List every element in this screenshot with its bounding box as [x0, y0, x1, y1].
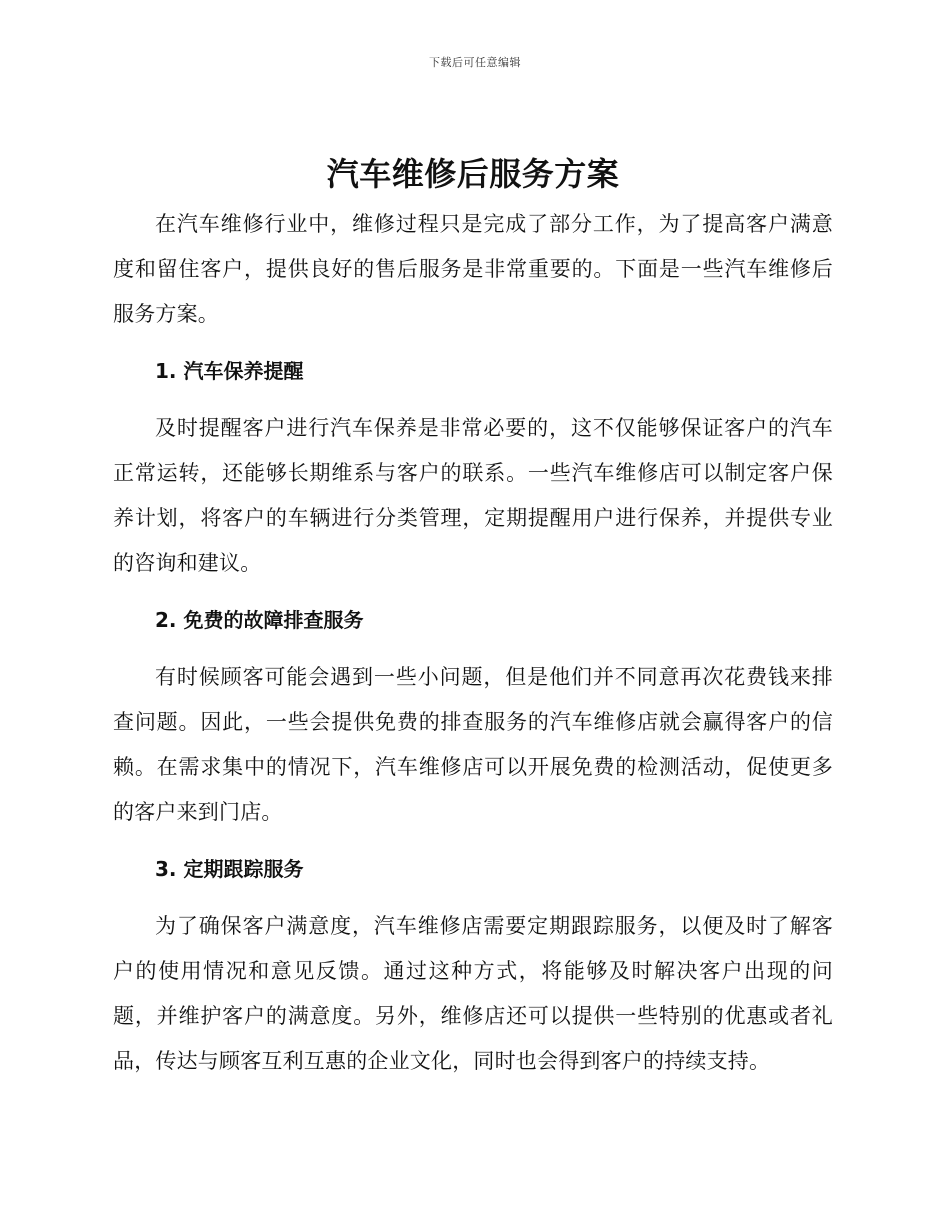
document-body: [113, 148, 833, 1084]
section-heading-2: 2. 免费的故障排查服务: [155, 608, 364, 632]
intro-paragraph: 在汽车维修行业中，维修过程只是完成了部分工作，为了提高客户满意度和留住客户，提供良好的售后服务是非常重要的。下面是一些汽车维修后服务方案。: [113, 212, 833, 326]
document-title: 汽车维修后服务方案: [326, 155, 620, 193]
section-body-1: 及时提醒客户进行汽车保养是非常必要的，这不仅能够保证客户的汽车正常运转，还能够长期维系与客户的联系。一些汽车维修店可以制定客户保养计划，将客户的车辆进行分类管理，定期提醒用户进行保养，并提供专业的咨询和建议。: [113, 416, 833, 575]
section-heading-3: 3. 定期跟踪服务: [155, 857, 304, 881]
section-body-2: 有时候顾客可能会遇到一些小问题，但是他们并不同意再次花费钱来排查问题。因此，一些会提供免费的排查服务的汽车维修店就会赢得客户的信赖。在需求集中的情况下，汽车维修店可以开展免费的检测活动，促使更多的客户来到门店。: [113, 665, 833, 824]
section-body-3: 为了确保客户满意度，汽车维修店需要定期跟踪服务，以便及时了解客户的使用情况和意见反馈。通过这种方式，将能够及时解决客户出现的问题，并维护客户的满意度。另外，维修店还可以提供一些特别的优惠或者礼品，传达与顾客互利互惠的企业文化，同时也会得到客户的持续支持。: [113, 914, 833, 1073]
section-heading-1: 1. 汽车保养提醒: [155, 359, 304, 383]
header-note: 下载后可任意编辑: [429, 56, 521, 69]
